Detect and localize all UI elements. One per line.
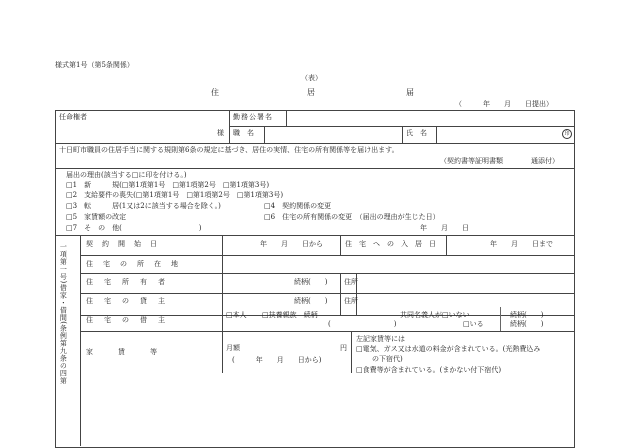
office-label: 勤務公署名: [233, 113, 273, 121]
name-label: 氏 名: [406, 129, 427, 137]
intro-text: 十日町市職員の住居手当に関する規則第6条の規定に基づき、居住の実情、住宅の所有関係等を届け出ます。: [59, 146, 399, 154]
co-nominee-relation-2: 続柄( ): [510, 320, 544, 328]
move-in-label: 住 宅 へ の 入 居 日: [345, 240, 436, 248]
owner-residence: 住所: [344, 278, 358, 286]
rent-period: ( 年 月 日から): [232, 356, 322, 364]
lender-residence: 住所: [344, 297, 358, 305]
omote-label: （表）: [301, 74, 322, 82]
reason-7[interactable]: □7 そ の 他( ): [66, 224, 202, 232]
contract-start-label: 契 約 開 始 日: [86, 240, 158, 248]
lender-relation: 続柄( ): [294, 297, 328, 305]
form-number: 様式第1号（第5条関係）: [55, 61, 134, 69]
move-in-value: 年 月 日まで: [490, 240, 553, 248]
rent-label: 家 賃 等: [86, 348, 158, 356]
reason-7-date: 年 月 日: [420, 224, 469, 232]
title-char-3: 届: [406, 88, 414, 97]
side-label: 一項第一号)借家・借間(条例第九条の四第: [59, 243, 68, 385]
sama-label: 様: [217, 129, 224, 137]
borrower-self[interactable]: □本人: [226, 311, 247, 319]
rent-note-head: 左記家賃等には: [356, 335, 405, 343]
address-label: 住 宅 の 所 在 地: [86, 260, 180, 268]
co-nominee-absent[interactable]: 共同名義人が□いない: [400, 311, 470, 319]
owner-relation: 続柄( ): [294, 278, 328, 286]
co-nominee-present[interactable]: □いる: [463, 320, 484, 328]
reason-6[interactable]: □6 住宅の所有関係の変更 （届出の理由が生じた日）: [264, 213, 440, 221]
contract-start-value: 年 月 日から: [260, 240, 323, 248]
lender-label: 住 宅 の 貸 主: [86, 297, 167, 305]
reason-5[interactable]: □5 家賃額の改定: [66, 213, 127, 221]
appointer-label: 任命権者: [59, 113, 87, 121]
reason-4[interactable]: □4 契約関係の変更: [264, 202, 332, 210]
contract-docs: （契約書等証明書類 通添付）: [440, 157, 559, 165]
borrower-dependent[interactable]: □扶養親族 続柄: [262, 311, 318, 319]
rent-monthly: 月額: [226, 344, 240, 352]
reason-header: 届出の理由(該当する□に印を付ける。): [66, 171, 187, 179]
rent-note-utilities-cont: の下宿代): [372, 355, 403, 363]
title-char-1: 住: [211, 88, 219, 97]
reason-1[interactable]: □1 新 規(□第1項第1号 □第1項第2号 □第1項第3号): [66, 181, 270, 189]
borrower-paren: ( ): [328, 320, 397, 328]
reason-2[interactable]: □2 支給要件の喪失(□第1項第1号 □第1項第2号 □第1項第3号): [66, 191, 284, 199]
borrower-label: 住 宅 の 借 主: [86, 316, 167, 324]
owner-label: 住 宅 所 有 者: [86, 278, 167, 286]
rent-note-utilities[interactable]: □電気、ガス又は水道の料金が含まれている。(光熱費込み: [356, 345, 541, 353]
rent-yen: 円: [340, 344, 347, 352]
position-label: 職 名: [233, 129, 254, 137]
co-nominee-relation-1: 続柄( ): [510, 311, 544, 319]
submit-date: （ 年 月 日提出）: [455, 100, 553, 108]
seal-mark: 印: [562, 129, 572, 139]
reason-3[interactable]: □3 転 居(1又は2に該当する場合を除く。): [66, 202, 221, 210]
rent-note-meals[interactable]: □食費等が含まれている。(まかない付下宿代): [356, 366, 502, 374]
title-char-2: 居: [307, 88, 315, 97]
